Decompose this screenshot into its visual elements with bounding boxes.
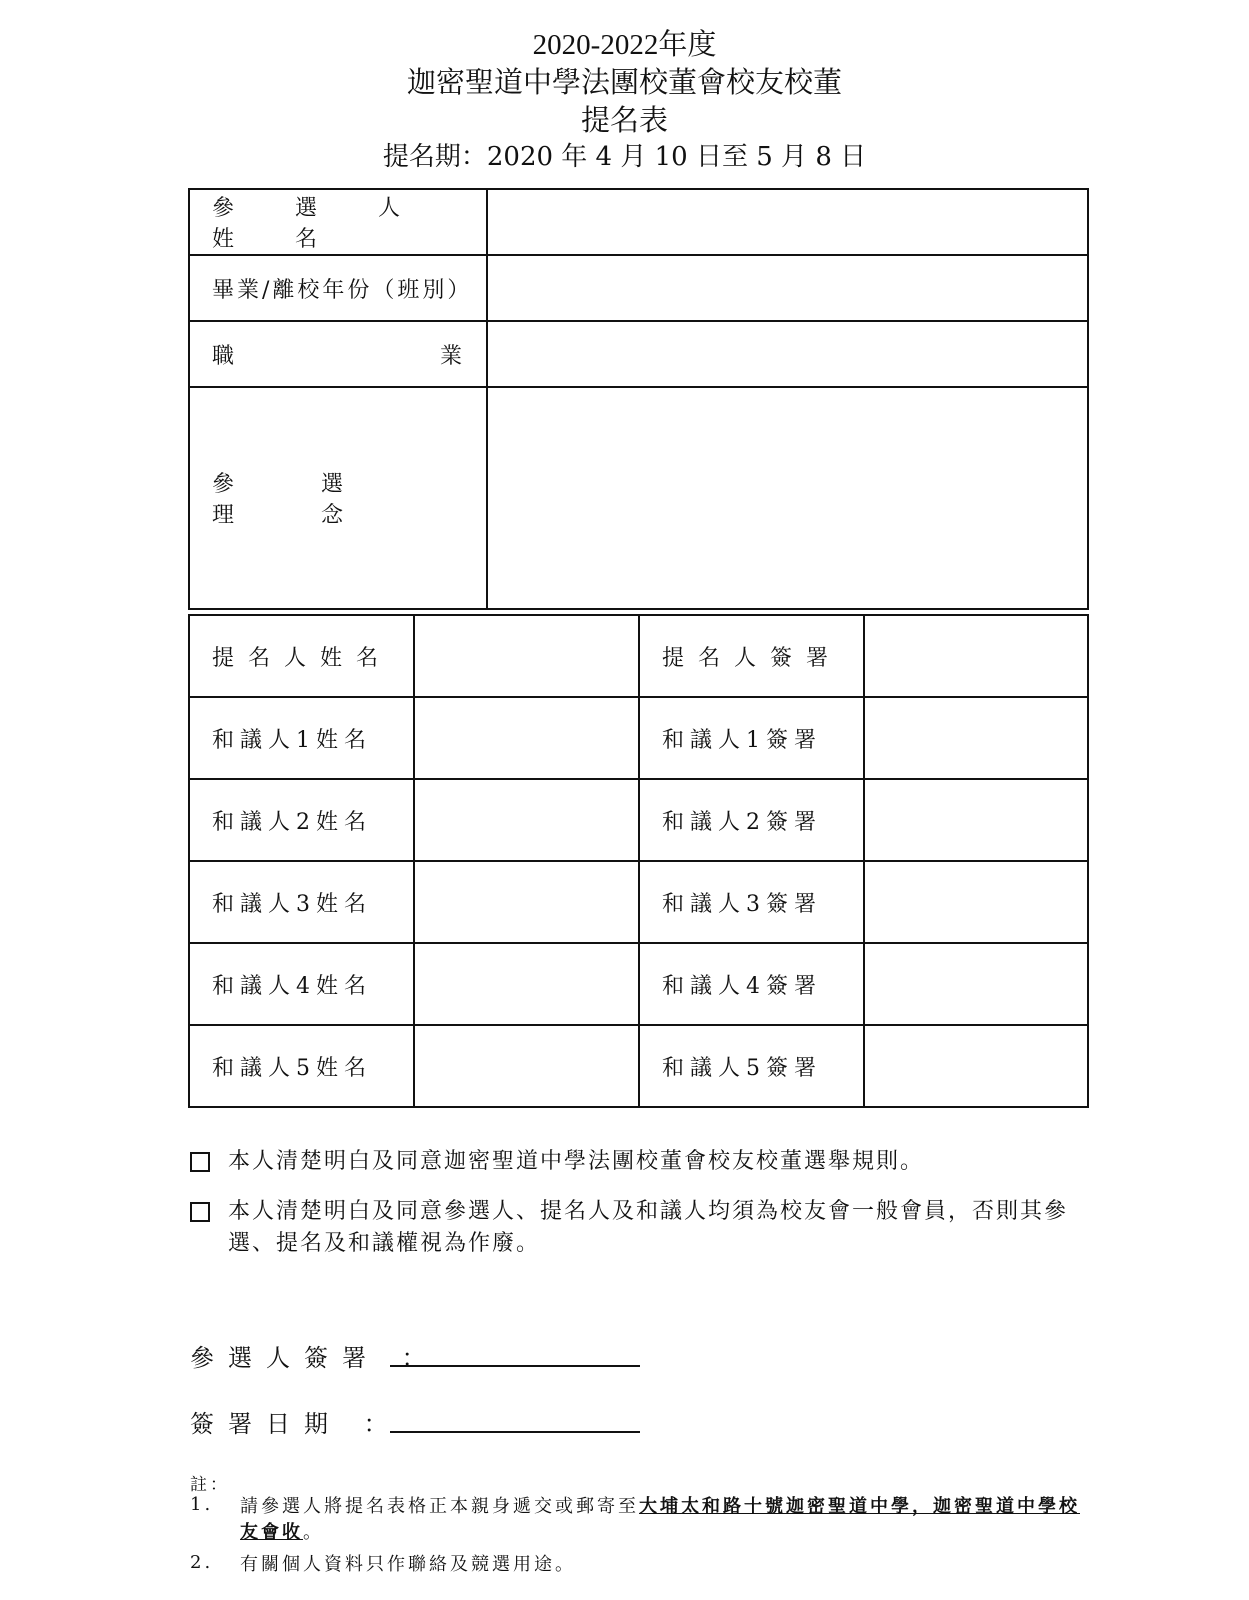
seconder-2-sign-field[interactable] <box>864 779 1088 861</box>
table-row <box>189 943 1088 1025</box>
declaration-membership-text: 本人清楚明白及同意參選人、提名人及和議人均須為校友會一般會員，否則其參選、提名及和議權視為作廢。 <box>228 1199 1069 1256</box>
candidate-name-field[interactable] <box>487 189 1088 255</box>
nominator-name-field[interactable] <box>414 615 639 697</box>
signature-date-line[interactable] <box>390 1431 640 1433</box>
table-row <box>189 1025 1088 1107</box>
form-title: 提名表 <box>580 103 668 137</box>
table-row <box>189 697 1088 779</box>
nomination-period: 提名期：2020 年 4 月 10 日至 5 月 8 日 <box>382 142 867 172</box>
seconder-1-sign-label: 和議人1簽署 <box>639 697 864 779</box>
signature-date-label: 簽署日期 ： <box>190 1410 402 1438</box>
seconder-5-name-label: 和議人5姓名 <box>189 1025 414 1107</box>
seconder-5-sign-field[interactable] <box>864 1025 1088 1107</box>
seconder-4-name-label: 和議人4姓名 <box>189 943 414 1025</box>
note-2-text: 有關個人資料只作聯絡及競選用途。 <box>240 1554 576 1575</box>
occupation-label: 職 業 <box>189 321 487 387</box>
occupation-field[interactable] <box>487 321 1088 387</box>
table-row <box>189 615 1088 697</box>
seconder-4-sign-field[interactable] <box>864 943 1088 1025</box>
organization-title: 迦密聖道中學法團校董會校友校董 <box>406 65 842 99</box>
note-2-number: 2. <box>190 1552 214 1573</box>
candidate-table <box>188 188 1089 610</box>
graduation-year-field[interactable] <box>487 255 1088 321</box>
candidate-name-label: 參 選 人 姓 名 <box>189 189 487 255</box>
seconder-1-sign-field[interactable] <box>864 697 1088 779</box>
seconder-5-name-field[interactable] <box>414 1025 639 1107</box>
seconder-1-name-field[interactable] <box>414 697 639 779</box>
declaration-rules-checkbox[interactable] <box>190 1152 210 1172</box>
declaration-rules-text: 本人清楚明白及同意迦密聖道中學法團校董會校友校董選舉規則。 <box>228 1149 925 1174</box>
seconder-2-name-field[interactable] <box>414 779 639 861</box>
note-1-text: 請參選人將提名表格正本親身遞交或郵寄至大埔太和路十號迦密聖道中學，迦密聖道中學校友會收。 <box>240 1496 1080 1543</box>
seconder-4-name-field[interactable] <box>414 943 639 1025</box>
nominator-name-label: 提名人姓名 <box>189 615 414 697</box>
seconder-3-sign-field[interactable] <box>864 861 1088 943</box>
seconder-3-name-label: 和議人3姓名 <box>189 861 414 943</box>
notes-title: 註： <box>190 1475 230 1495</box>
seconder-2-name-label: 和議人2姓名 <box>189 779 414 861</box>
seconder-1-name-label: 和議人1姓名 <box>189 697 414 779</box>
form-year: 2020-2022年度 <box>532 29 717 61</box>
seconder-5-sign-label: 和議人5簽署 <box>639 1025 864 1107</box>
candidate-signature-label: 參選人簽署 ： <box>190 1344 440 1372</box>
candidate-signature-line[interactable] <box>390 1365 640 1367</box>
nomination-table <box>188 614 1089 1108</box>
declaration-membership-checkbox[interactable] <box>190 1202 210 1222</box>
table-row <box>189 861 1088 943</box>
graduation-year-label: 畢業/離校年份（班別） <box>189 255 487 321</box>
seconder-4-sign-label: 和議人4簽署 <box>639 943 864 1025</box>
nominator-sign-field[interactable] <box>864 615 1088 697</box>
seconder-3-name-field[interactable] <box>414 861 639 943</box>
nominator-sign-label: 提名人簽署 <box>639 615 864 697</box>
seconder-3-sign-label: 和議人3簽署 <box>639 861 864 943</box>
note-1-number: 1. <box>190 1494 214 1515</box>
candidacy-vision-field[interactable] <box>487 387 1088 609</box>
seconder-2-sign-label: 和議人2簽署 <box>639 779 864 861</box>
table-row <box>189 779 1088 861</box>
candidacy-vision-label: 參 選 理 念 <box>189 387 487 609</box>
